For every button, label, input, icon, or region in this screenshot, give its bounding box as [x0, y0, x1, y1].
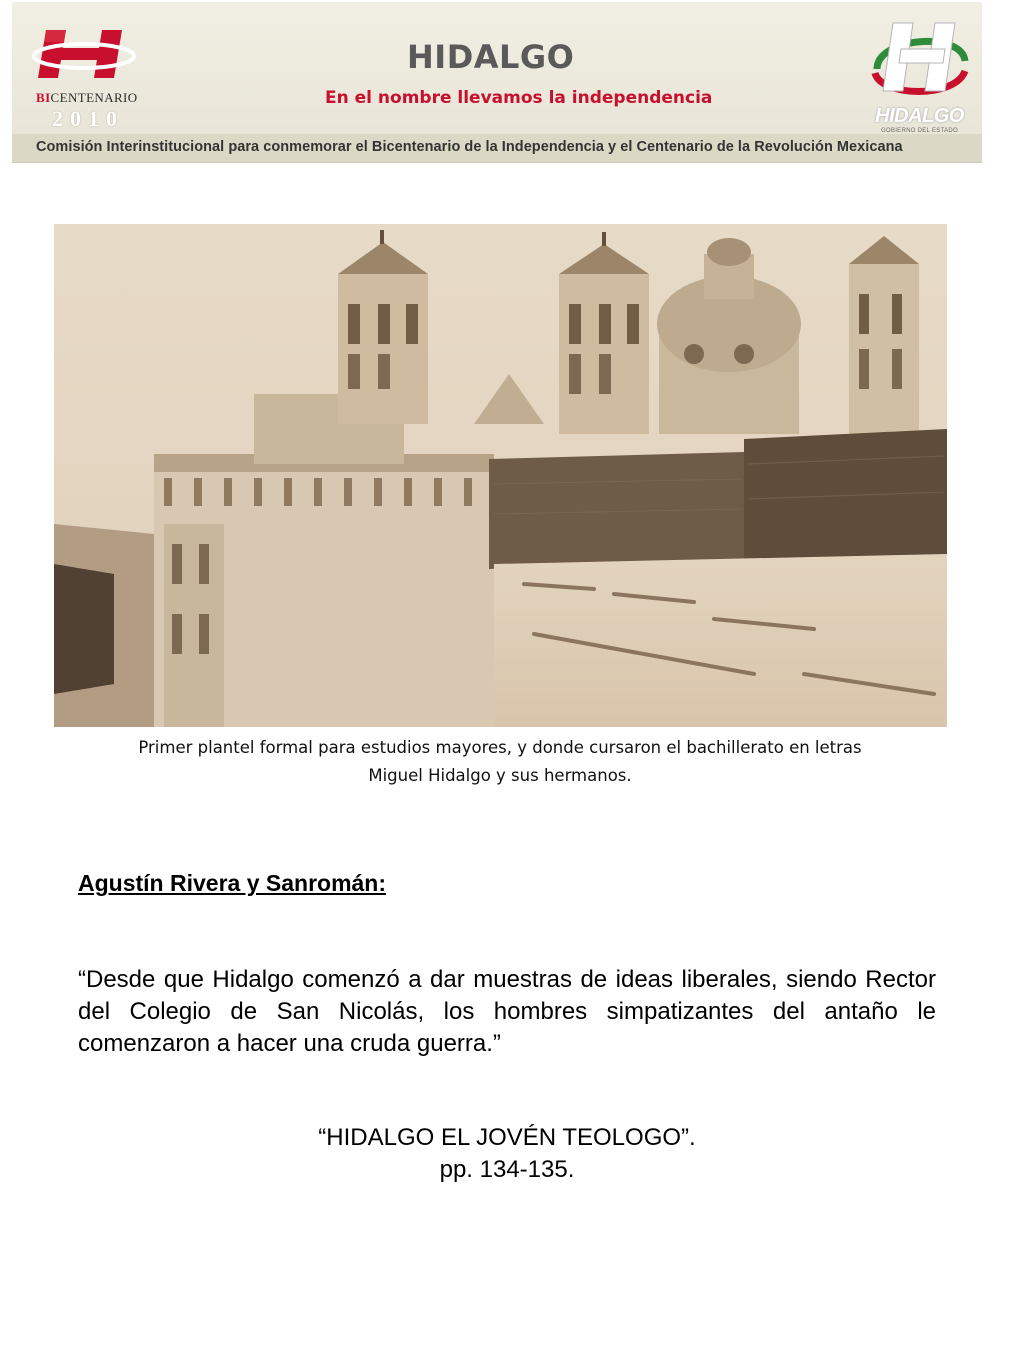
caption-line-2: Miguel Hidalgo y sus hermanos. — [368, 766, 632, 785]
bicentenario-h-icon — [24, 22, 144, 92]
hidalgo-government-logo — [867, 17, 972, 137]
bicentenario-year: 2010 — [52, 106, 124, 131]
header-banner — [12, 2, 982, 163]
source-title: “HIDALGO EL JOVÉN TEOLOGO”. — [318, 1124, 696, 1151]
bicentenario-wordmark: BICENTENARIO — [36, 90, 138, 105]
author-heading: Agustín Rivera y Sanromán: — [78, 870, 387, 896]
banner-subtitle: En el nombre llevamos la independencia — [325, 88, 713, 108]
hidalgo-wordmark: HIDALGO — [875, 105, 964, 127]
photo-caption — [60, 734, 940, 790]
commission-text: Comisión Interinstitucional para conmemorar el Bicentenario de la Independencia y el Centenario de la Revolución Mexicana — [36, 139, 903, 155]
bicentenario-logo — [24, 22, 144, 132]
caption-line-1: Primer plantel formal para estudios mayores, y donde cursaron el bachillerato en letras — [138, 738, 862, 757]
hidalgo-h-icon — [867, 17, 972, 107]
hidalgo-tagline: GOBIERNO DEL ESTADO — [880, 128, 959, 134]
source-pages: pp. 134-135. — [439, 1156, 575, 1183]
banner-title: HIDALGO — [407, 38, 575, 76]
quote-paragraph: “Desde que Hidalgo comenzó a dar muestras de ideas liberales, siendo Rector del Colegio de San Nicolás, los hombres simpatizantes del antaño le comenzaron a hacer una cruda guerra.” — [78, 966, 936, 1057]
commission-strip — [12, 134, 982, 162]
historical-photo — [54, 224, 947, 727]
